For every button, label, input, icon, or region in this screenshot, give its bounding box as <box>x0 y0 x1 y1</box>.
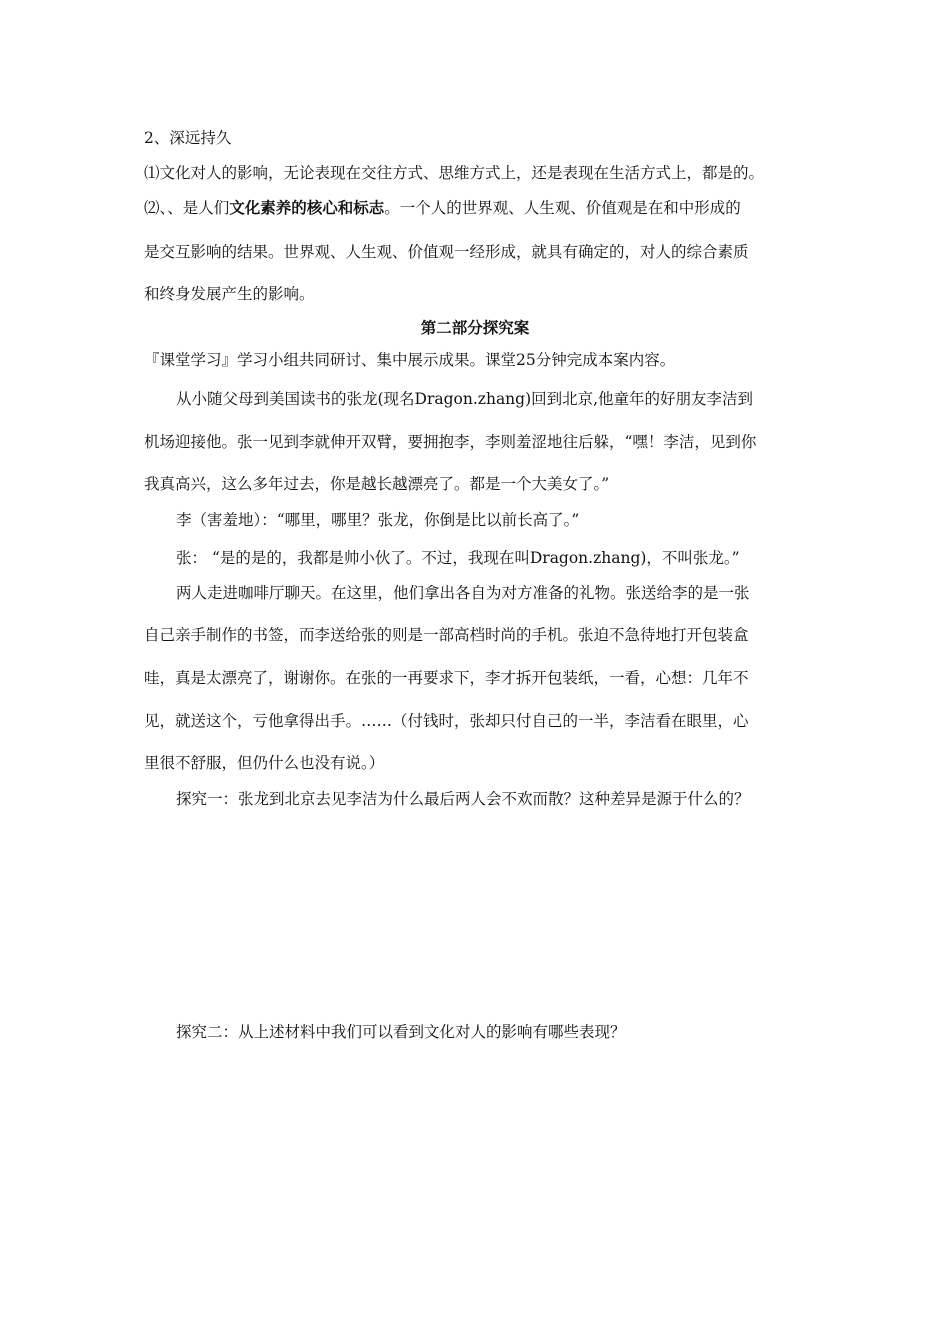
story-line-1: 从小随父母到美国读书的张龙(现名Dragon.zhang)回到北京,他童年的好朋友李洁到 <box>176 390 754 408</box>
story2-line-5: 里很不舒服，但仍什么也没有说。） <box>144 754 385 772</box>
paragraph-2-bold-text: 文化素养的核心和标志 <box>229 198 385 217</box>
paragraph-2-line-1 <box>144 198 741 218</box>
intro-text: 『课堂学习』学习小组共同研讨、集中展示成果。课堂25分钟完成本案内容。 <box>144 351 676 369</box>
paragraph-2-text-a: ⑵、、是人们 <box>144 199 230 217</box>
story-line-2: 机场迎接他。张一见到李就伸开双臂，要拥抱李，李则羞涩地往后躲，“嘿！李洁，见到你 <box>144 433 757 451</box>
dialogue-li: 李（害羞地）：“哪里，哪里？张龙，你倒是比以前长高了。” <box>176 511 580 529</box>
question-1: 探究一：张龙到北京去见李洁为什么最后两人会不欢而散？这种差异是源于什么的？ <box>176 790 750 808</box>
section-title: 第二部分探究案 <box>420 318 530 337</box>
story-line-3: 我真高兴，这么多年过去，你是越长越漂亮了。都是一个大美女了。” <box>144 475 610 493</box>
story2-line-3: 哇，真是太漂亮了，谢谢你。在张的一再要求下，李才拆开包装纸，一看，心想：几年不 <box>144 669 749 687</box>
story2-line-2: 自己亲手制作的书签，而李送给张的则是一部高档时尚的手机。张迫不急待地打开包装盒 <box>144 626 749 644</box>
dialogue-zhang: 张： “是的是的，我都是帅小伙了。不过，我现在叫Dragon.zhang)，不叫张龙。” <box>176 549 740 567</box>
paragraph-2-text-b: 。一个人的世界观、人生观、价值观是在和中形成的 <box>384 199 741 217</box>
paragraph-2-line-2: 是交互影响的结果。世界观、人生观、价值观一经形成，就具有确定的，对人的综合素质 <box>144 243 749 261</box>
question-2: 探究二：从上述材料中我们可以看到文化对人的影响有哪些表现？ <box>176 1023 626 1041</box>
paragraph-1: ⑴文化对人的影响，无论表现在交往方式、思维方式上，还是表现在生活方式上，都是的。 <box>144 164 765 182</box>
story2-line-4: 见，就送这个，亏他拿得出手。……（付钱时，张却只付自己的一半，李洁看在眼里，心 <box>144 712 749 730</box>
section-heading: 2、深远持久 <box>144 129 232 147</box>
story2-line-1: 两人走进咖啡厅聊天。在这里，他们拿出各自为对方准备的礼物。张送给李的是一张 <box>176 584 750 602</box>
paragraph-2-line-3: 和终身发展产生的影响。 <box>144 285 315 303</box>
